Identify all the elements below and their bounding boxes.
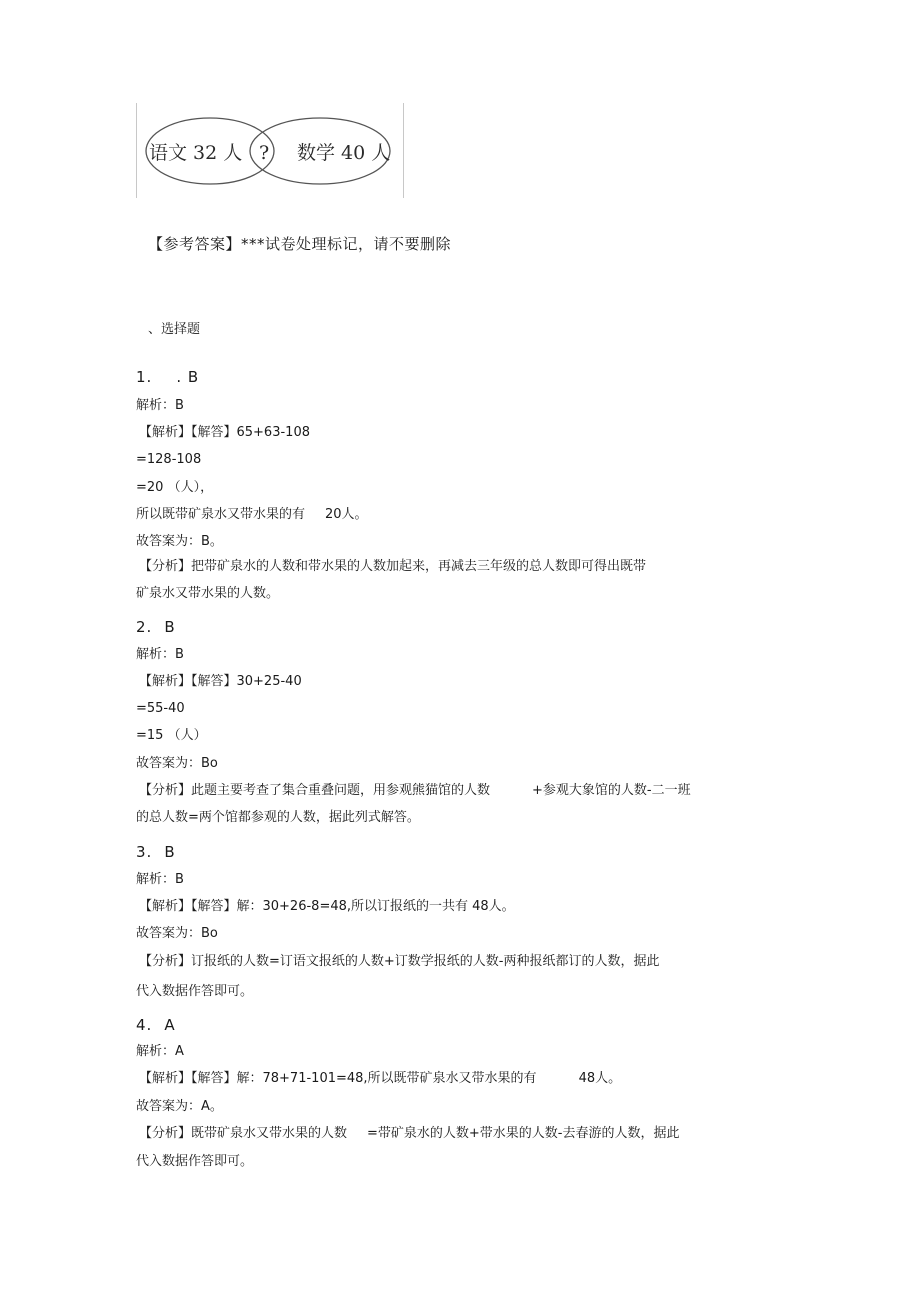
- question-2-analysis-2: 的总人数=两个馆都参观的人数，据此列式解答。: [136, 810, 420, 825]
- question-3-analysis-2: 代入数据作答即可。: [136, 984, 254, 999]
- question-2-jieda: 【解析】【解答】30+25-40: [139, 674, 302, 689]
- question-2-heading: [136, 620, 176, 635]
- question-2-final: 故答案为：Bo: [136, 756, 218, 771]
- question-2-jiexi: 解析：B: [136, 647, 184, 662]
- question-answer: B: [164, 618, 176, 636]
- question-2-step-2: =15 （人）: [136, 728, 207, 743]
- question-number: 1.: [136, 368, 153, 386]
- analysis-text: 【分析】既带矿泉水又带水果的人数: [139, 1126, 348, 1141]
- question-1-jieda: 【解析】【解答】65+63-108: [139, 425, 310, 440]
- question-3-jiexi: 解析：B: [136, 872, 184, 887]
- question-3-final: 故答案为：Bo: [136, 926, 218, 941]
- question-4-jiexi: 解析：A: [136, 1044, 184, 1059]
- question-number: 3.: [136, 843, 153, 861]
- analysis-text: 【分析】此题主要考查了集合重叠问题，用参观熊猫馆的人数: [139, 783, 491, 798]
- venn-center-label: ?: [259, 142, 270, 164]
- question-3-jieda: 【解析】【解答】解：30+26-8=48,所以订报纸的一共有 48人。: [139, 899, 515, 914]
- section-title: 、选择题: [148, 322, 201, 337]
- question-4-analysis-2: 代入数据作答即可。: [136, 1154, 254, 1169]
- venn-right-label: 数学 40 人: [297, 142, 391, 164]
- question-answer: . B: [176, 368, 200, 386]
- question-4-heading: [136, 1018, 176, 1033]
- venn-diagram: [136, 103, 404, 198]
- conclusion-value: 20人。: [325, 507, 368, 522]
- conclusion-text: 所以既带矿泉水又带水果的有: [136, 507, 306, 522]
- question-1-final: 故答案为：B。: [136, 534, 223, 549]
- analysis-text-cont: =带矿泉水的人数+带水果的人数-去春游的人数，据此: [367, 1126, 680, 1141]
- jieda-text: 【解析】【解答】解：78+71-101=48,所以既带矿泉水又带水果的有: [139, 1071, 537, 1086]
- question-4-final: 故答案为：A。: [136, 1099, 223, 1114]
- analysis-text-cont: +参观大象馆的人数-二一班: [532, 783, 691, 798]
- jieda-value: 48人。: [578, 1071, 622, 1086]
- question-number: 2.: [136, 618, 153, 636]
- question-answer: A: [164, 1016, 176, 1034]
- question-1-step-2: =20 （人），: [136, 480, 214, 495]
- question-1-step-1: =128-108: [136, 452, 202, 467]
- venn-left-label: 语文 32 人: [149, 142, 243, 164]
- question-4-jieda: [139, 1072, 621, 1085]
- question-1-heading: [136, 370, 199, 385]
- question-number: 4.: [136, 1016, 153, 1034]
- question-3-heading: [136, 845, 176, 860]
- answer-key-header: 【参考答案】***试卷处理标记，请不要删除: [148, 235, 452, 253]
- question-1-analysis-2: 矿泉水又带水果的人数。: [136, 586, 280, 601]
- question-2-analysis-1: [139, 784, 691, 797]
- question-3-analysis-1: 【分析】订报纸的人数=订语文报纸的人数+订数学报纸的人数-两种报纸都订的人数，据此: [139, 954, 660, 969]
- question-answer: B: [164, 843, 176, 861]
- question-1-conclusion: [136, 508, 368, 521]
- question-4-analysis-1: [139, 1127, 680, 1140]
- question-1-jiexi: 解析：B: [136, 398, 184, 413]
- question-1-analysis-1: 【分析】把带矿泉水的人数和带水果的人数加起来，再减去三年级的总人数即可得出既带: [139, 559, 647, 574]
- question-2-step-1: =55-40: [136, 701, 185, 716]
- venn-svg: [137, 103, 405, 198]
